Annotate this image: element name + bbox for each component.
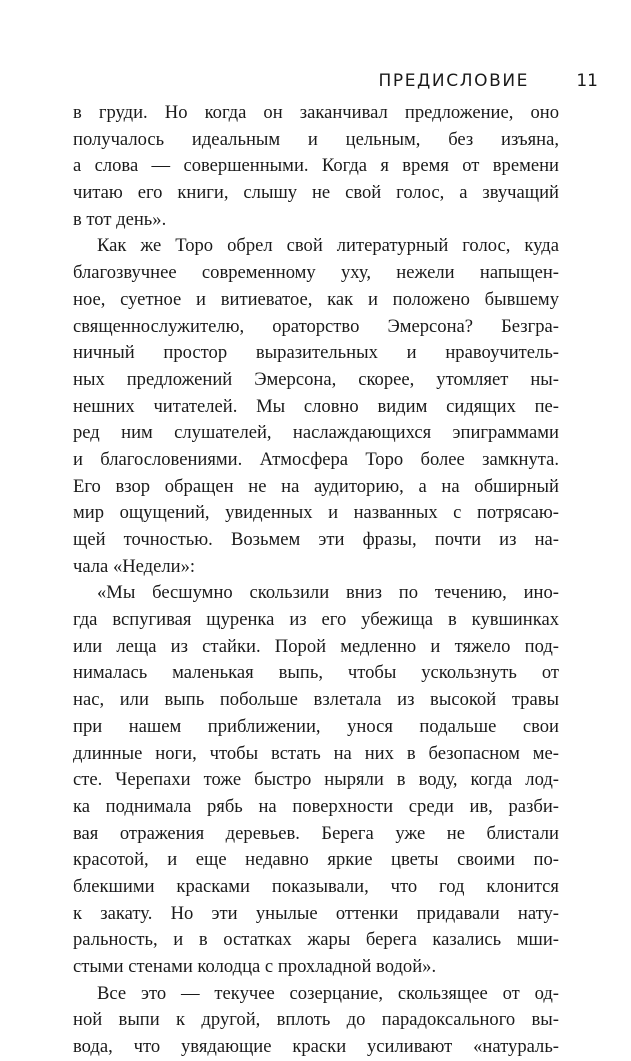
running-header [0, 66, 631, 96]
text-line: красотой, и еще недавно яркие цветы своими по- [73, 849, 559, 871]
text-line: или леща из стайки. Порой медленно и тяжело под- [73, 635, 559, 657]
text-line: нешних читателей. Мы словно видим сидящих пе- [73, 395, 559, 417]
text-line: мир ощущений, увиденных и названных с потрясаю- [73, 502, 559, 524]
text-line: ничный простор выразительных и нравоучитель- [73, 342, 559, 364]
text-line: благозвучнее современному уху, нежели напыщен- [73, 262, 559, 284]
text-line: «Мы бесшумно скользили вниз по течению, ино- [97, 582, 559, 604]
text-line: ред ним слушателей, наслаждающихся эпиграммами [73, 422, 559, 444]
page-number: 11 [576, 71, 598, 91]
text-line: в груди. Но когда он заканчивал предложение, оно [73, 102, 559, 123]
text-line: длинные ноги, чтобы встать на них в безопасном ме- [73, 742, 559, 764]
text-line: ральность, и в остатках жары берега казались мши- [73, 929, 559, 951]
text-line: ное, суетное и витиеватое, как и положено бывшему [73, 288, 559, 310]
text-line: священнослужителю, ораторство Эмерсона? Безгра- [73, 315, 559, 337]
page-body-text [73, 100, 559, 1061]
text-line: читаю его книги, слышу не свой голос, а звучащий [73, 182, 559, 204]
text-line: ка поднимала рябь на поверхности среди ив, разби- [73, 795, 559, 817]
text-line: вода, что увядающие краски усиливают «натураль- [73, 1036, 559, 1058]
text-line: ных предложений Эмерсона, скорее, утомляет ны- [73, 368, 559, 390]
text-line: получалось идеальным и цельным, без изъяна, [73, 128, 559, 150]
text-line: сте. Черепахи тоже быстро ныряли в воду, когда лод- [73, 769, 559, 791]
text-line: стыми стенами колодца с прохладной водой». [73, 956, 437, 977]
text-line: Как же Торо обрел свой литературный голос, куда [97, 235, 559, 257]
text-line: Его взор обращен не на аудиторию, а на обширный [73, 475, 559, 497]
paragraph [73, 981, 559, 1061]
text-line: к закату. Но эти унылые оттенки придавали нату- [73, 902, 559, 924]
paragraph [73, 233, 559, 580]
text-line: а слова — совершенными. Когда я время от времени [73, 155, 559, 177]
text-line: в тот день». [73, 208, 167, 230]
text-line: гда вспугивая щуренка из его убежища в кувшинках [73, 609, 559, 631]
text-line: щей точностью. Возьмем эти фразы, почти из на- [73, 529, 559, 550]
text-line: и благословениями. Атмосфера Торо более замкнута. [73, 448, 559, 470]
running-head-title: ПРЕДИСЛОВИЕ [378, 71, 529, 91]
text-line: ной выпи к другой, вплоть до парадоксального вы- [73, 1009, 559, 1031]
text-line: чала «Недели»: [73, 555, 196, 577]
text-line: нас, или выпь побольше взлетала из высокой травы [73, 689, 559, 711]
text-line: вая отражения деревьев. Берега уже не блистали [73, 822, 559, 844]
block-quote [73, 580, 559, 980]
text-line: нималась маленькая выпь, чтобы ускользнуть от [73, 662, 559, 684]
text-line: при нашем приближении, унося подальше свои [73, 715, 559, 737]
text-line: блекшими красками показывали, что год клонится [73, 875, 559, 897]
paragraph [73, 100, 559, 233]
text-line: Все это — текучее созерцание, скользящее от од- [97, 982, 559, 1004]
